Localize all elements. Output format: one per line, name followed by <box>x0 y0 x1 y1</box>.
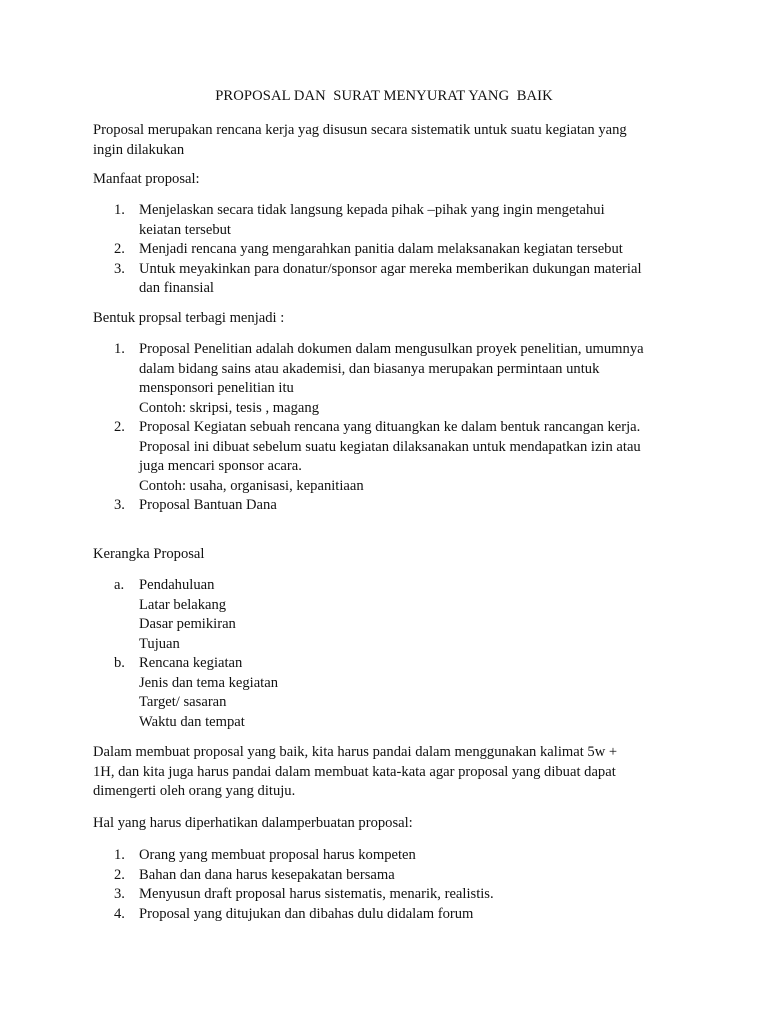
list-number: 3. <box>114 497 125 513</box>
list-item <box>93 576 693 654</box>
list-subitem: Dasar pemikiran <box>139 616 236 632</box>
list-text: mensponsori penelitian itu <box>139 380 294 396</box>
list-letter: a. <box>114 577 125 593</box>
manfaat-list <box>93 201 693 299</box>
list-item <box>93 905 693 925</box>
list-item <box>93 866 693 886</box>
list-text: Menyusun draft proposal harus sistematis, menarik, realistis. <box>139 886 494 902</box>
closing-paragraph <box>93 743 693 802</box>
list-text: Menjadi rencana yang mengarahkan panitia dalam melaksanakan kegiatan tersebut <box>139 241 623 257</box>
list-text: Pendahuluan <box>139 577 215 593</box>
closing-line: dimengerti oleh orang yang dituju. <box>93 783 296 799</box>
list-number: 3. <box>114 886 125 902</box>
list-example: Contoh: skripsi, tesis , magang <box>139 399 319 416</box>
list-text: Rencana kegiatan <box>139 655 243 671</box>
list-number: 1. <box>114 847 125 863</box>
list-item <box>93 201 693 240</box>
list-subitem: Target/ sasaran <box>139 694 227 710</box>
list-number: 2. <box>114 419 125 435</box>
bentuk-list <box>93 340 693 516</box>
list-example: Contoh: usaha, organisasi, kepanitiaan <box>139 477 364 494</box>
list-text: Bahan dan dana harus kesepakatan bersama <box>139 866 395 883</box>
list-item <box>93 260 693 299</box>
list-text: dalam bidang sains atau akademisi, dan biasanya merupakan permintaan untuk <box>139 360 600 377</box>
kerangka-list <box>93 576 693 732</box>
list-subitem: Waktu dan tempat <box>139 713 245 730</box>
intro-line: ingin dilakukan <box>93 141 185 158</box>
list-item <box>93 654 693 732</box>
list-text: Proposal ini dibuat sebelum suatu kegiatan dilaksanakan untuk mendapatkan izin atau <box>139 438 641 455</box>
list-item <box>93 885 693 905</box>
list-text: juga mencari sponsor acara. <box>139 458 302 474</box>
list-number: 3. <box>114 260 125 277</box>
intro-paragraph <box>93 121 693 160</box>
hal-heading: Hal yang harus diperhatikan dalamperbuatan proposal: <box>93 815 413 831</box>
list-item <box>93 340 693 418</box>
list-text: Orang yang membuat proposal harus kompeten <box>139 847 416 863</box>
list-number: 1. <box>114 341 125 357</box>
list-lead: Proposal Penelitian <box>139 341 256 357</box>
list-item <box>93 496 693 516</box>
list-text: Menjelaskan secara tidak langsung kepada pihak –pihak yang ingin mengetahui <box>139 202 605 218</box>
list-letter: b. <box>114 655 125 671</box>
list-number: 4. <box>114 905 125 922</box>
list-text: adalah dokumen dalam mengusulkan proyek penelitian, umumnya <box>255 341 644 357</box>
list-item <box>93 846 693 866</box>
list-number: 2. <box>114 241 125 257</box>
list-text: Proposal Kegiatan sebuah rencana yang dituangkan ke dalam bentuk rancangan kerja. <box>139 419 641 435</box>
list-text: keiatan tersebut <box>139 221 231 238</box>
list-text: Untuk meyakinkan para donatur/sponsor agar mereka memberikan dukungan material <box>139 260 642 277</box>
document-title: PROPOSAL DAN SURAT MENYURAT YANG BAIK <box>215 88 553 104</box>
closing-line: 1H, dan kita juga harus pandai dalam membuat kata-kata agar proposal yang dibuat dapat <box>93 763 616 780</box>
list-item <box>93 418 693 496</box>
list-text: dan finansial <box>139 280 214 296</box>
closing-line: Dalam membuat proposal yang baik, kita harus pandai dalam menggunakan kalimat 5w + <box>93 744 618 760</box>
list-number: 1. <box>114 202 125 218</box>
list-item <box>93 240 693 260</box>
bentuk-heading: Bentuk propsal terbagi menjadi : <box>93 310 285 326</box>
list-subitem: Tujuan <box>139 635 180 652</box>
list-number: 2. <box>114 866 125 883</box>
list-text: Proposal Bantuan Dana <box>139 497 277 513</box>
list-text: Proposal yang ditujukan dan dibahas dulu didalam forum <box>139 905 474 922</box>
intro-line: Proposal merupakan rencana kerja yag disusun secara sistematik untuk suatu kegiatan yang <box>93 122 627 138</box>
list-subitem: Latar belakang <box>139 596 227 613</box>
list-subitem: Jenis dan tema kegiatan <box>139 674 278 691</box>
hal-list <box>93 846 693 924</box>
kerangka-heading: Kerangka Proposal <box>93 546 205 562</box>
manfaat-heading: Manfaat proposal: <box>93 171 200 187</box>
